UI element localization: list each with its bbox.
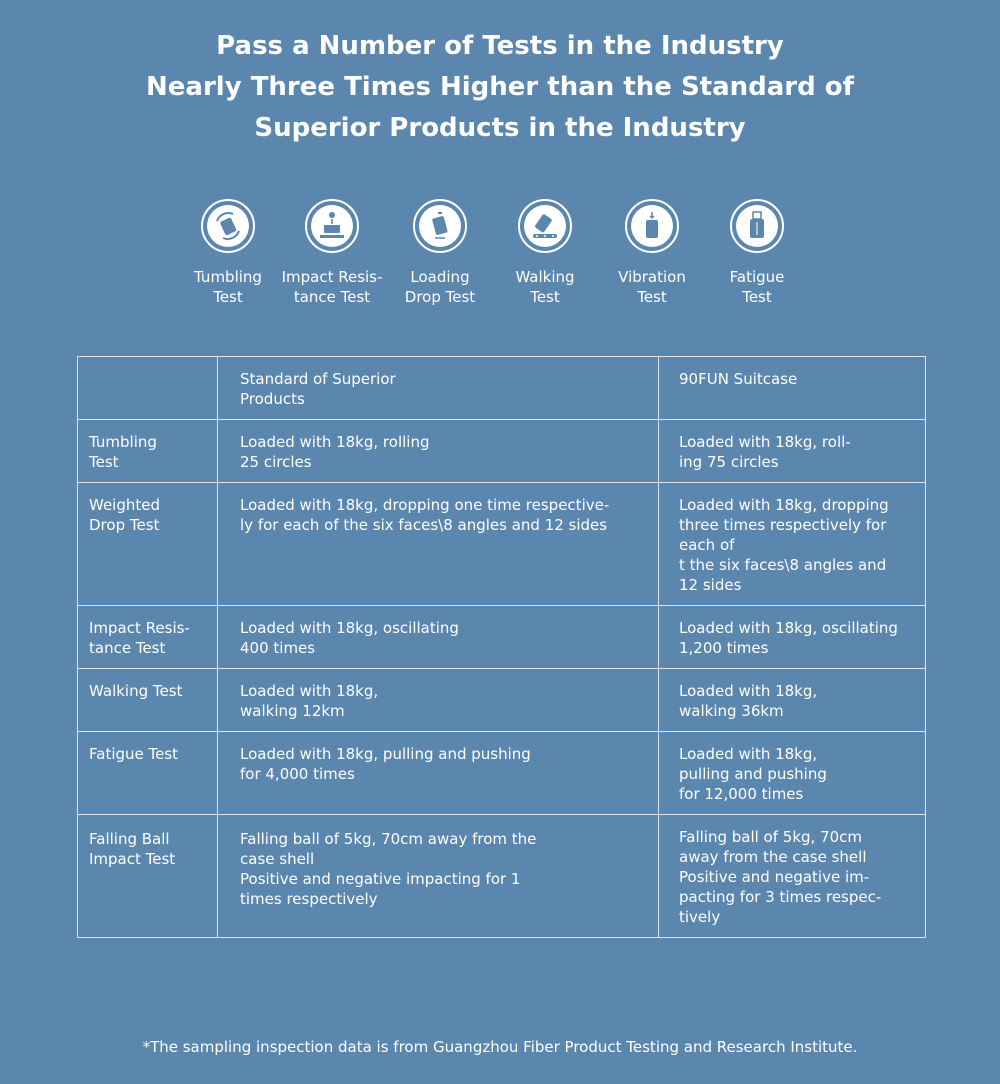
icon-label-line: Test <box>213 288 243 306</box>
icon-item-loading-drop <box>380 199 500 307</box>
impact-resistance-icon <box>305 199 359 253</box>
row-standard-value: Loaded with 18kg, dropping one time respective- ly for each of the six faces\8 angles and 12 sides <box>218 483 659 606</box>
icon-label-line: Drop Test <box>404 288 476 306</box>
table-row <box>78 606 926 669</box>
row-90fun-value: Loaded with 18kg, roll- ing 75 circles <box>659 420 926 483</box>
row-test-name: Falling Ball Impact Test <box>78 815 218 938</box>
table-row <box>78 815 926 938</box>
icon-item-vibration <box>592 199 712 307</box>
title-line: Nearly Three Times Higher than the Standard of <box>146 72 854 102</box>
tumbling-icon <box>201 199 255 253</box>
icon-item-walking <box>485 199 605 307</box>
icon-item-tumbling <box>168 199 288 307</box>
header-cell-standard: Standard of Superior Products <box>218 357 659 420</box>
row-90fun-value: Loaded with 18kg, pulling and pushing for 12,000 times <box>659 732 926 815</box>
table-row <box>78 732 926 815</box>
page-title <box>0 26 1000 149</box>
fatigue-icon <box>730 199 784 253</box>
icon-label-line: tance Test <box>293 288 371 306</box>
test-icons-row <box>0 199 1000 319</box>
walking-icon <box>518 199 572 253</box>
table-row <box>78 420 926 483</box>
loading-drop-icon <box>413 199 467 253</box>
icon-item-impact <box>272 199 392 307</box>
row-standard-value: Loaded with 18kg, pulling and pushing for 4,000 times <box>218 732 659 815</box>
icon-label-line: Fatigue <box>729 268 785 286</box>
table-row <box>78 669 926 732</box>
icon-label-line: Walking <box>515 268 575 286</box>
icon-label-line: Test <box>742 288 772 306</box>
icon-label-line: Test <box>530 288 560 306</box>
icon-label-line: Test <box>637 288 667 306</box>
icon-label-line: Loading <box>410 268 470 286</box>
icon-label-line: Tumbling <box>194 268 262 286</box>
row-test-name: Weighted Drop Test <box>78 483 218 606</box>
row-standard-value: Falling ball of 5kg, 70cm away from the case shell Positive and negative impacting for 1 times respectively <box>218 815 659 938</box>
header-cell-90fun: 90FUN Suitcase <box>659 357 926 420</box>
row-90fun-value: Loaded with 18kg, dropping three times respectively for each of t the six faces\8 angles and 12 sides <box>659 483 926 606</box>
row-test-name: Walking Test <box>78 669 218 732</box>
title-line: Pass a Number of Tests in the Industry <box>216 31 784 61</box>
row-test-name: Fatigue Test <box>78 732 218 815</box>
vibration-icon <box>625 199 679 253</box>
title-line: Superior Products in the Industry <box>254 113 746 143</box>
table-header-row <box>78 357 926 420</box>
row-90fun-value: Loaded with 18kg, walking 36km <box>659 669 926 732</box>
header-cell-empty <box>78 357 218 420</box>
row-90fun-value: Falling ball of 5kg, 70cm away from the case shell Positive and negative im- pacting for 3 times respec- tively <box>659 815 926 938</box>
icon-label-line: Vibration <box>618 268 686 286</box>
row-standard-value: Loaded with 18kg, oscillating 400 times <box>218 606 659 669</box>
row-standard-value: Loaded with 18kg, walking 12km <box>218 669 659 732</box>
row-test-name: Impact Resis- tance Test <box>78 606 218 669</box>
row-test-name: Tumbling Test <box>78 420 218 483</box>
icon-label-line: Impact Resis- <box>281 268 383 286</box>
icon-item-fatigue <box>697 199 817 307</box>
row-standard-value: Loaded with 18kg, rolling 25 circles <box>218 420 659 483</box>
table-row <box>78 483 926 606</box>
footnote: *The sampling inspection data is from Guangzhou Fiber Product Testing and Research Institute. <box>142 1038 858 1056</box>
comparison-table <box>77 356 926 938</box>
row-90fun-value: Loaded with 18kg, oscillating 1,200 times <box>659 606 926 669</box>
